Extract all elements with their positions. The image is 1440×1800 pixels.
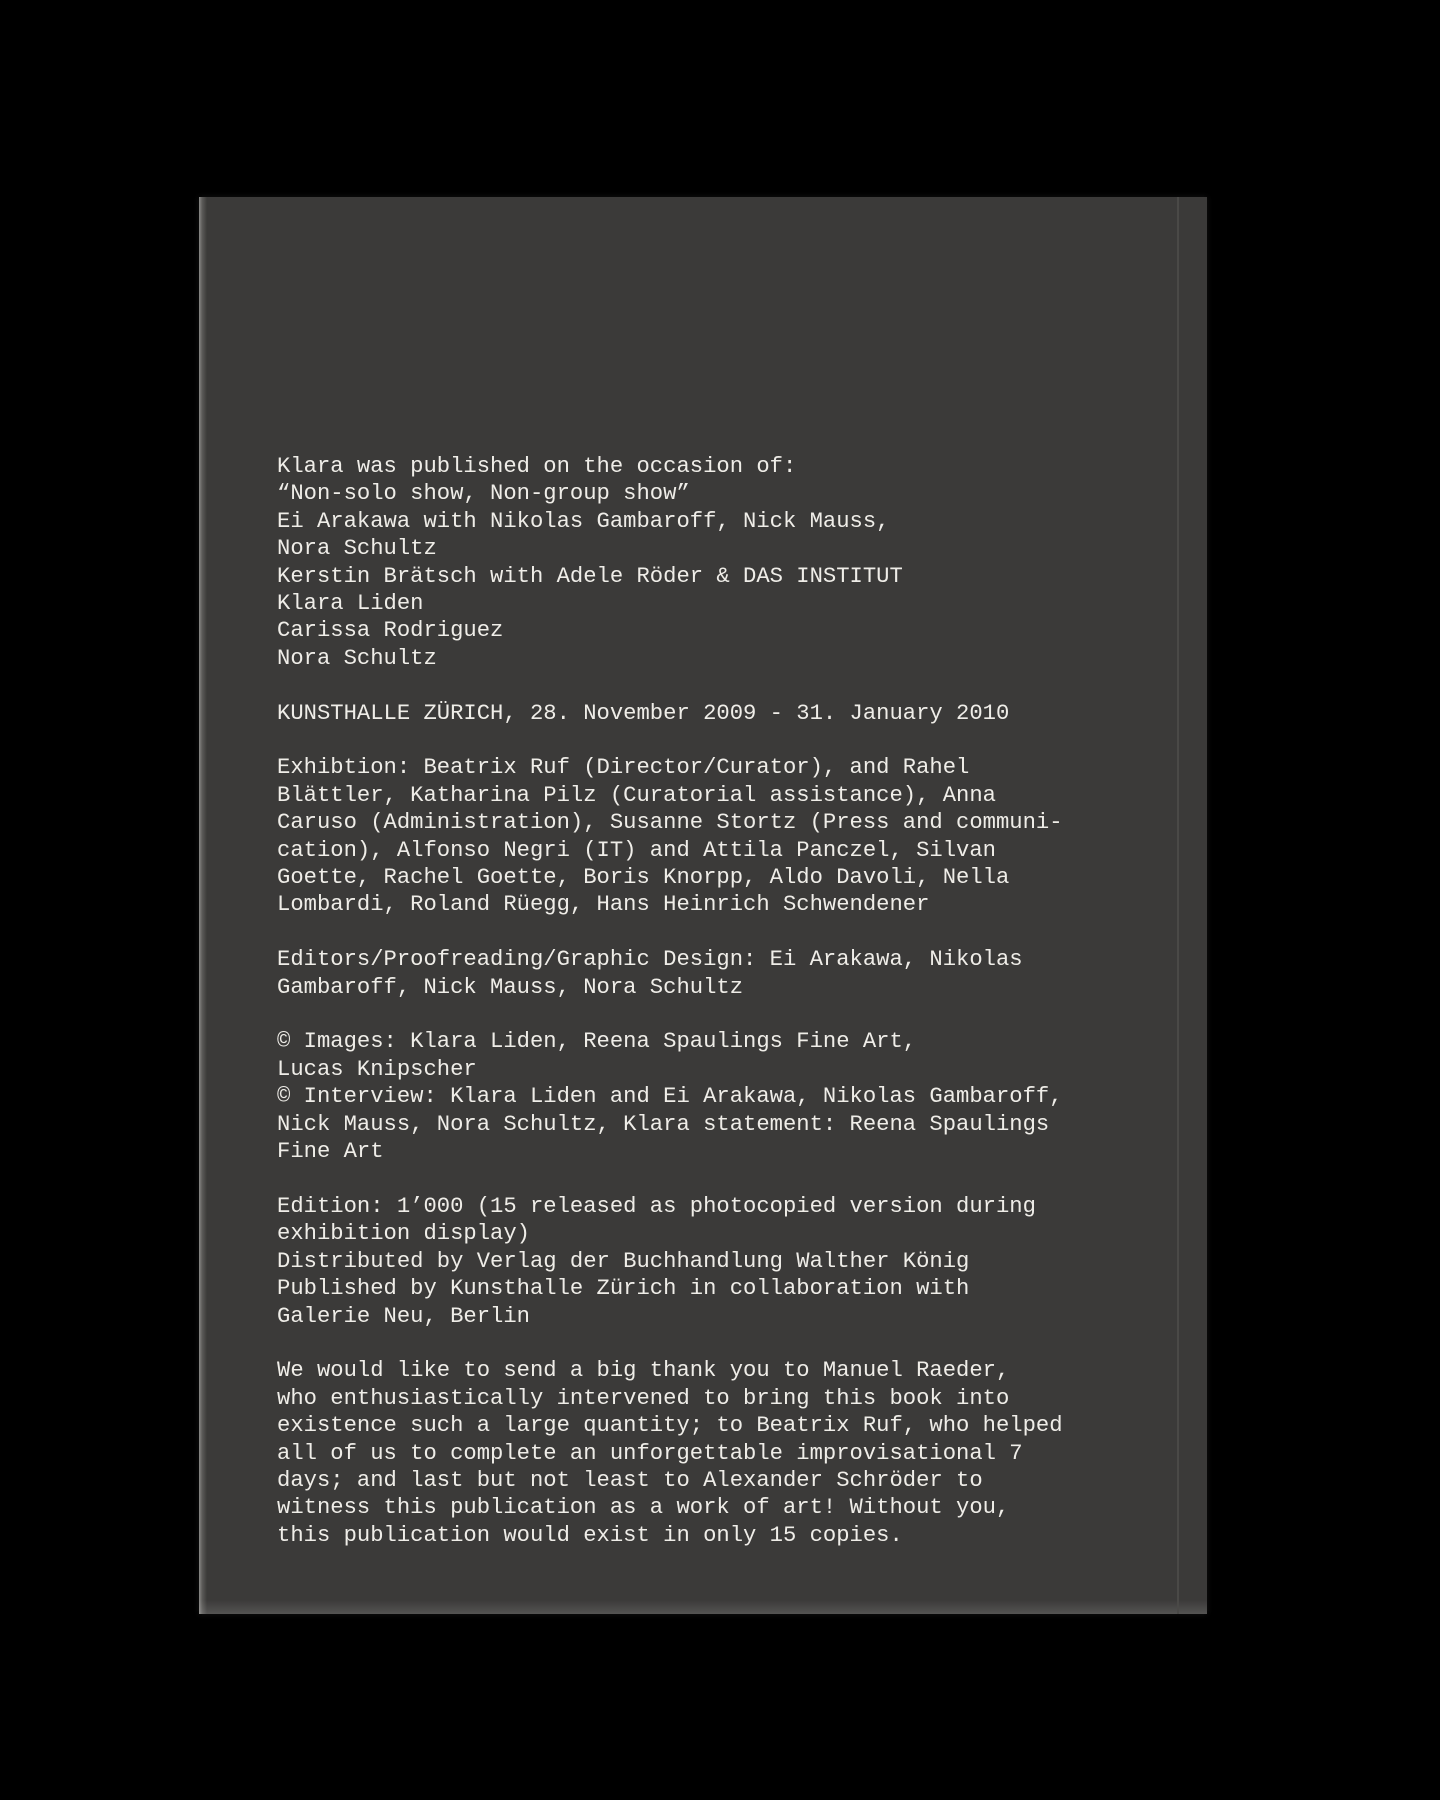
exhibition-line: Goette, Rachel Goette, Boris Knorpp, Aldo Davoli, Nella <box>277 865 1010 891</box>
editors-block <box>277 946 1107 1001</box>
occasion-line: “Non-solo show, Non-group show” <box>277 481 690 507</box>
edition-block <box>277 1193 1107 1330</box>
occasion-line: Klara Liden <box>277 591 424 617</box>
thanks-block <box>277 1357 1107 1549</box>
copyright-line: Lucas Knipscher <box>277 1056 477 1082</box>
exhibition-line: Exhibtion: Beatrix Ruf (Director/Curator), and Rahel <box>277 755 970 781</box>
colophon-text <box>277 453 1107 1577</box>
exhibition-line: Blättler, Katharina Pilz (Curatorial assistance), Anna <box>277 782 996 808</box>
thanks-line: who enthusiastically intervened to bring this book into <box>277 1385 1010 1411</box>
edition-line: Distributed by Verlag der Buchhandlung Walther König <box>277 1248 970 1274</box>
editors-line: Editors/Proofreading/Graphic Design: Ei Arakawa, Nikolas <box>277 947 1023 973</box>
exhibition-line: Lombardi, Roland Rüegg, Hans Heinrich Schwendener <box>277 892 930 918</box>
copyright-line: Nick Mauss, Nora Schultz, Klara statement: Reena Spaulings <box>277 1111 1050 1137</box>
occasion-line: Nora Schultz <box>277 536 437 562</box>
occasion-line: Klara was published on the occasion of: <box>277 454 797 479</box>
copyright-line: © Images: Klara Liden, Reena Spaulings Fine Art, <box>277 1029 917 1055</box>
thanks-line: We would like to send a big thank you to Manuel Raeder, <box>277 1358 1010 1384</box>
thanks-line: existence such a large quantity; to Beatrix Ruf, who helped <box>277 1413 1063 1439</box>
copyright-line: Fine Art <box>277 1139 384 1165</box>
occasion-line: Nora Schultz <box>277 645 437 671</box>
edition-line: exhibition display) <box>277 1221 530 1247</box>
exhibition-line: Caruso (Administration), Susanne Stortz (Press and communi- <box>277 810 1063 836</box>
edition-line: Galerie Neu, Berlin <box>277 1303 530 1329</box>
venue-line: KUNSTHALLE ZÜRICH, 28. November 2009 - 31. January 2010 <box>277 700 1010 726</box>
edition-line: Edition: 1’000 (15 released as photocopied version during <box>277 1193 1036 1219</box>
thanks-line: this publication would exist in only 15 copies. <box>277 1522 903 1548</box>
editors-line: Gambaroff, Nick Mauss, Nora Schultz <box>277 974 744 1000</box>
cover-bottom-edge <box>199 1600 1207 1614</box>
occasion-block <box>277 453 1107 672</box>
thanks-line: all of us to complete an unforgettable improvisational 7 <box>277 1440 1023 1466</box>
occasion-line: Ei Arakawa with Nikolas Gambaroff, Nick Mauss, <box>277 508 890 534</box>
exhibition-line: cation), Alfonso Negri (IT) and Attila Panczel, Silvan <box>277 837 996 863</box>
venue-block <box>277 700 1107 727</box>
occasion-line: Carissa Rodriguez <box>277 618 504 644</box>
occasion-line: Kerstin Brätsch with Adele Röder & DAS INSTITUT <box>277 563 903 589</box>
edition-line: Published by Kunsthalle Zürich in collaboration with <box>277 1276 970 1302</box>
copyright-line: © Interview: Klara Liden and Ei Arakawa, Nikolas Gambaroff, <box>277 1084 1063 1110</box>
thanks-line: days; and last but not least to Alexander Schröder to <box>277 1467 983 1493</box>
copyright-block <box>277 1028 1107 1165</box>
thanks-line: witness this publication as a work of art! Without you, <box>277 1495 1010 1521</box>
exhibition-credits-block <box>277 754 1107 918</box>
